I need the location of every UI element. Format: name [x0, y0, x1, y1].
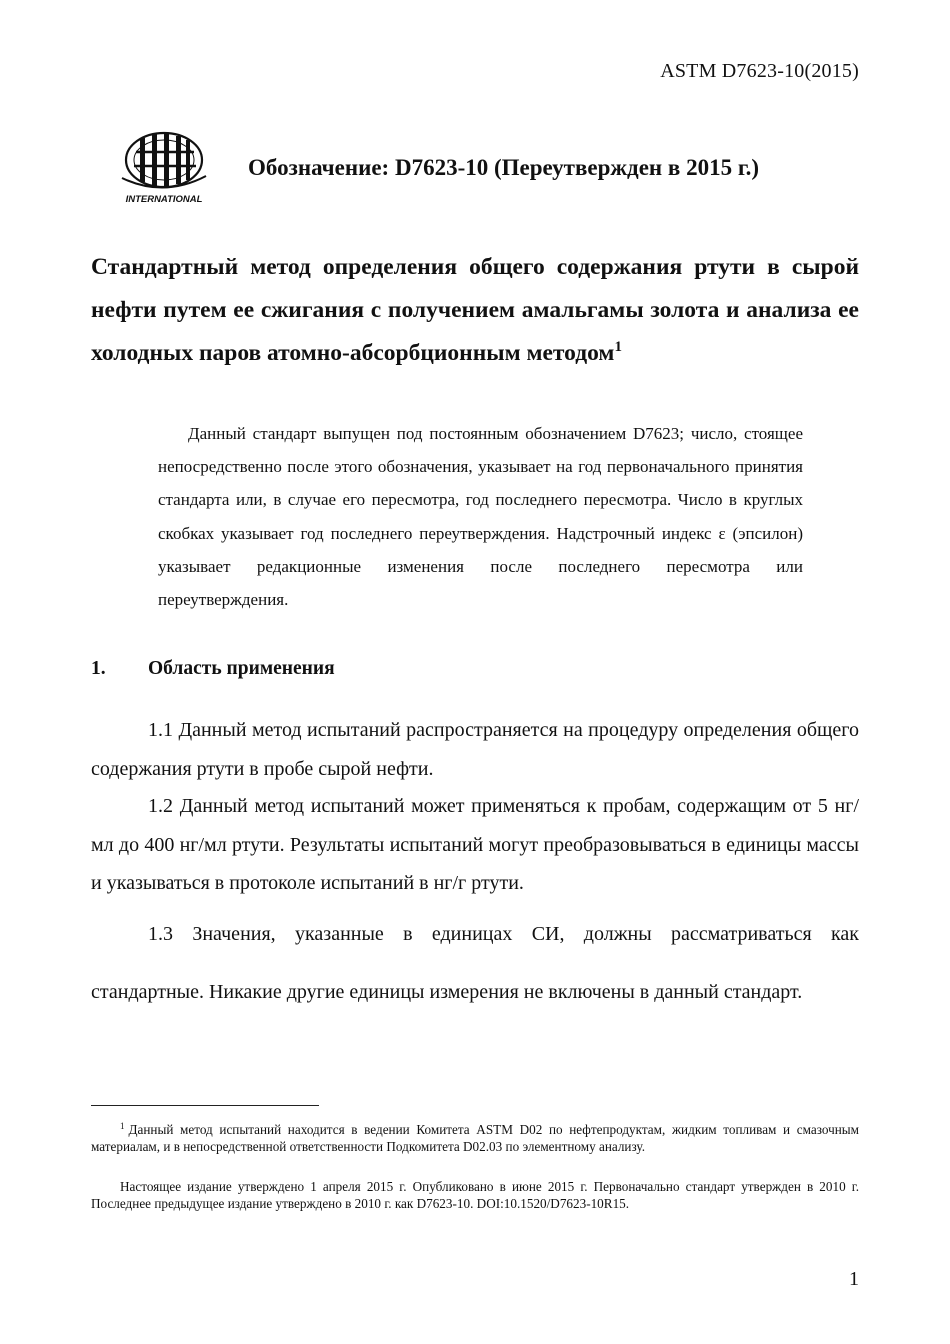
page-number: 1	[849, 1268, 859, 1290]
logo-wordmark: INTERNATIONAL	[125, 194, 203, 205]
paragraph-1-3: 1.3 Значения, указанные в единицах СИ, должны рассматриваться как стандартные. Никакие другие единицы измерения не включены в данный стандарт.	[91, 923, 859, 1003]
standard-title-text: Стандартный метод определения общего содержания ртути в сырой нефти путем ее сжигания с получением амальгамы золота и анализа ее холодных паров атомно-абсорбционным методом	[91, 254, 859, 366]
astm-logo	[118, 130, 210, 206]
preface-note: Данный стандарт выпущен под постоянным обозначением D7623; число, стоящее непосредственно после этого обозначения, указывает на год первоначального принятия стандарта или, в случае его пересмотра, год последнего пересмотра. Число в круглых скобках указывает год последнего переутверждения. Надстрочный индекс ε (эпсилон) указывает редакционные изменения после последнего пересмотра или переутверждения.	[158, 424, 803, 610]
footnote-1-text: Данный метод испытаний находится в ведении Комитета ASTM D02 по нефтепродуктам, жидким топливам и смазочным материалам, и в непосредственной ответственности Подкомитета D02.03 по элементному анализу.	[91, 1122, 859, 1155]
paragraph-1-1: 1.1 Данный метод испытаний распространяется на процедуру определения общего содержания ртути в пробе сырой нефти.	[91, 719, 859, 780]
section-number: 1.	[91, 658, 106, 679]
paragraph-1-2: 1.2 Данный метод испытаний может применяться к пробам, содержащим от 5 нг/мл до 400 нг/мл ртути. Результаты испытаний могут преобразовываться в единицы массы и указываться в протоколе испытаний в нг/г ртути.	[91, 795, 859, 894]
footnote-marker: 1	[120, 1121, 125, 1131]
astm-international-logo-icon	[118, 130, 210, 206]
section-title: Область применения	[148, 658, 335, 679]
footnote-2: Настоящее издание утверждено 1 апреля 2015 г. Опубликовано в июне 2015 г. Первоначально стандарт утвержден в 2010 г. Последнее предыдущее издание утверждено в 2010 г. как D7623-10. DOI:10.1520/D7623-10R15.	[91, 1179, 859, 1212]
document-code: ASTM D7623-10(2015)	[660, 60, 859, 82]
standard-title	[91, 246, 859, 375]
title-footnote-ref[interactable]: 1	[614, 339, 622, 355]
designation-heading: Обозначение: D7623-10 (Переутвержден в 2015 г.)	[248, 155, 760, 180]
footnote-1	[91, 1121, 859, 1155]
section-heading	[91, 658, 859, 680]
footnote-separator	[91, 1105, 319, 1106]
